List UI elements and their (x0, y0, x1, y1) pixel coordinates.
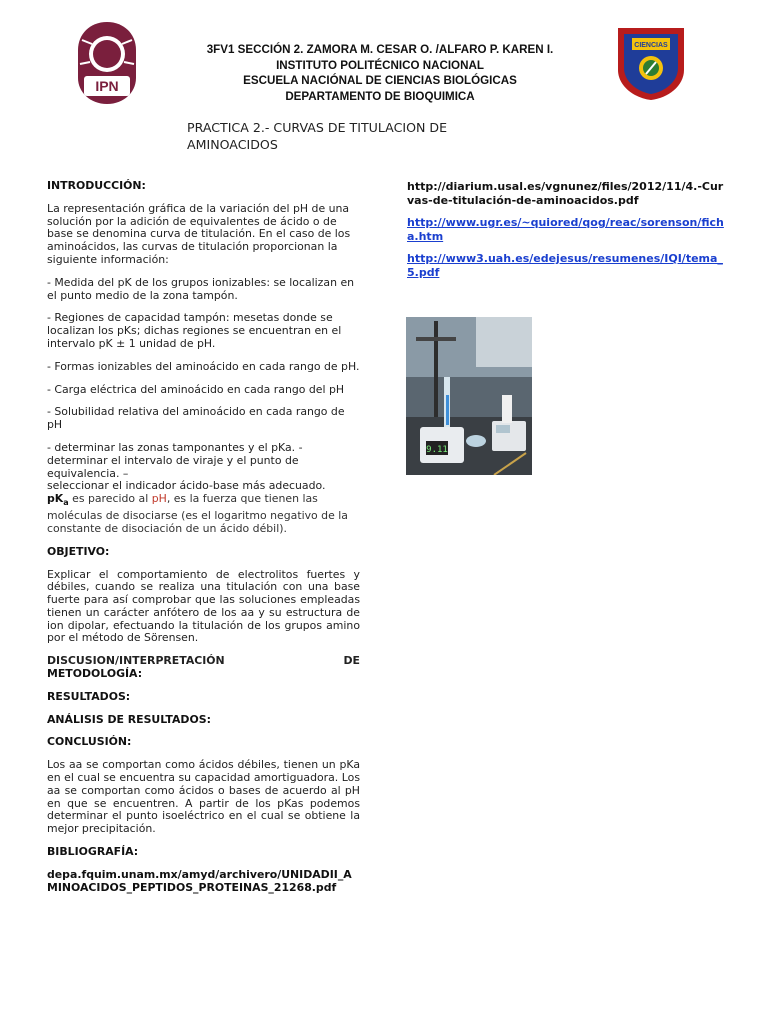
reference-2: http://diarium.usal.es/vgnunez/files/2012/11/4.-Curvas-de-titulación-de-aminoacidos.pdf (407, 180, 724, 207)
title-line-2: AMINOACIDOS (187, 136, 278, 152)
ipn-logo (74, 20, 140, 106)
pka-subscript: a (63, 498, 69, 508)
intro-bullet-forms: - Formas ionizables del aminoácido en cada rango de pH. (47, 359, 360, 373)
intro-bullet-determine: - determinar las zonas tamponantes y el pKa. - determinar el intervalo de viraje y el punto de equivalencia. – (47, 440, 303, 480)
results-heading: RESULTADOS: (47, 689, 131, 703)
lab-photo (406, 317, 532, 475)
intro-heading: INTRODUCCIÓN: (47, 179, 146, 192)
title-line-1: PRACTICA 2.- CURVAS DE TITULACION DE (187, 120, 448, 135)
bibliography-heading: BIBLIOGRAFÍA: (47, 845, 139, 859)
conclusion-text: Los aa se comportan como ácidos débiles, tienen un pKa en el cual se encuentra su capacidad amortiguadora. Los aa se comportan como ácidos o bases de acuerdo al pH en que se encuentren. A partir de los pKas podemos determinar el punto isoeléctrico en el cual se obtiene la mejor precipitación. (47, 758, 360, 836)
intro-bullet-charge: - Carga eléctrica del aminoácido en cada rango del pH (47, 382, 345, 396)
discussion-heading-a: DISCUSION/INTERPRETACIÓN (47, 654, 225, 668)
encb-logo (612, 24, 690, 102)
header-authors: 3FV1 SECCIÓN 2. ZAMORA M. CESAR O. /ALFARO P. KAREN I. (206, 43, 554, 56)
conclusion-heading: CONCLUSIÓN: (47, 735, 132, 749)
reference-3-link[interactable]: http://www.ugr.es/~quiored/qog/reac/sorenson/ficha.htm (407, 216, 724, 243)
reference-1: depa.fquim.unam.mx/amyd/archivero/UNIDADII_AMINOACIDOS_PEPTIDOS_PROTEINAS_21268.pdf (47, 867, 352, 894)
objective-text: Explicar el comportamiento de electrolitos fuertes y débiles, cuando se realiza una titulación con una base fuerte para así comprobar que las soluciones empleadas tienen un carácter anfótero de los aa y su estructura de ion dipolar, efectuando la titulación de los grupos amino por el método de Sörensen. (47, 567, 360, 645)
pka-mid-text: es parecido al (68, 492, 152, 506)
intro-bullet-buffer: - Regiones de capacidad tampón: mesetas donde se localizan los pKs; dichas regiones se encuentran en el intervalo pK ± 1 unidad de pH. (47, 311, 342, 350)
practice-title (187, 120, 517, 153)
methodology-heading: METODOLOGÍA: (47, 667, 143, 681)
reference-4-link[interactable]: http://www3.uah.es/edejesus/resumenes/IQI/tema_5.pdf (407, 252, 723, 279)
pka-definition (47, 493, 360, 536)
intro-bullet-indicator: seleccionar el indicador ácido-base más adecuado. (47, 479, 326, 493)
header-institution: INSTITUTO POLITÉCNICO NACIONAL (276, 58, 484, 72)
ipn-logo-text: IPN (95, 78, 119, 94)
pka-rest-text: , es la fuerza que tienen las moléculas de disociarse (es el logaritmo negativo de la constante de disociación de un ácido débil). (47, 492, 348, 535)
document-header (160, 42, 600, 104)
encb-logo-text: CIENCIAS (634, 42, 668, 49)
intro-bullet-pk: - Medida del pK de los grupos ionizables: se localizan en el punto medio de la zona tampón. (47, 275, 355, 302)
ph-link[interactable]: pH (151, 492, 167, 506)
header-department: DEPARTAMENTO DE BIOQUIMICA (285, 89, 475, 103)
discussion-heading-b: DE (343, 654, 360, 668)
analysis-heading: ANÁLISIS DE RESULTADOS: (47, 712, 211, 726)
left-column (47, 180, 360, 894)
intro-bullet-solubility: - Solubilidad relativa del aminoácido en cada rango de pH (47, 405, 345, 432)
header-school: ESCUELA NACIÓNAL DE CIENCIAS BIOLÓGICAS (243, 74, 517, 88)
objective-heading: OBJETIVO: (47, 544, 110, 558)
photo-display-readout: 9.11 (426, 445, 448, 455)
pka-term: pK (47, 492, 64, 506)
intro-text: La representación gráfica de la variación del pH de una solución por la adición de equivalentes de ácido o de base se denomina curva de titulación. En el caso de los aminoácidos, las curvas de titulación proporcionan la siguiente información: (47, 201, 351, 266)
right-column (407, 180, 725, 288)
